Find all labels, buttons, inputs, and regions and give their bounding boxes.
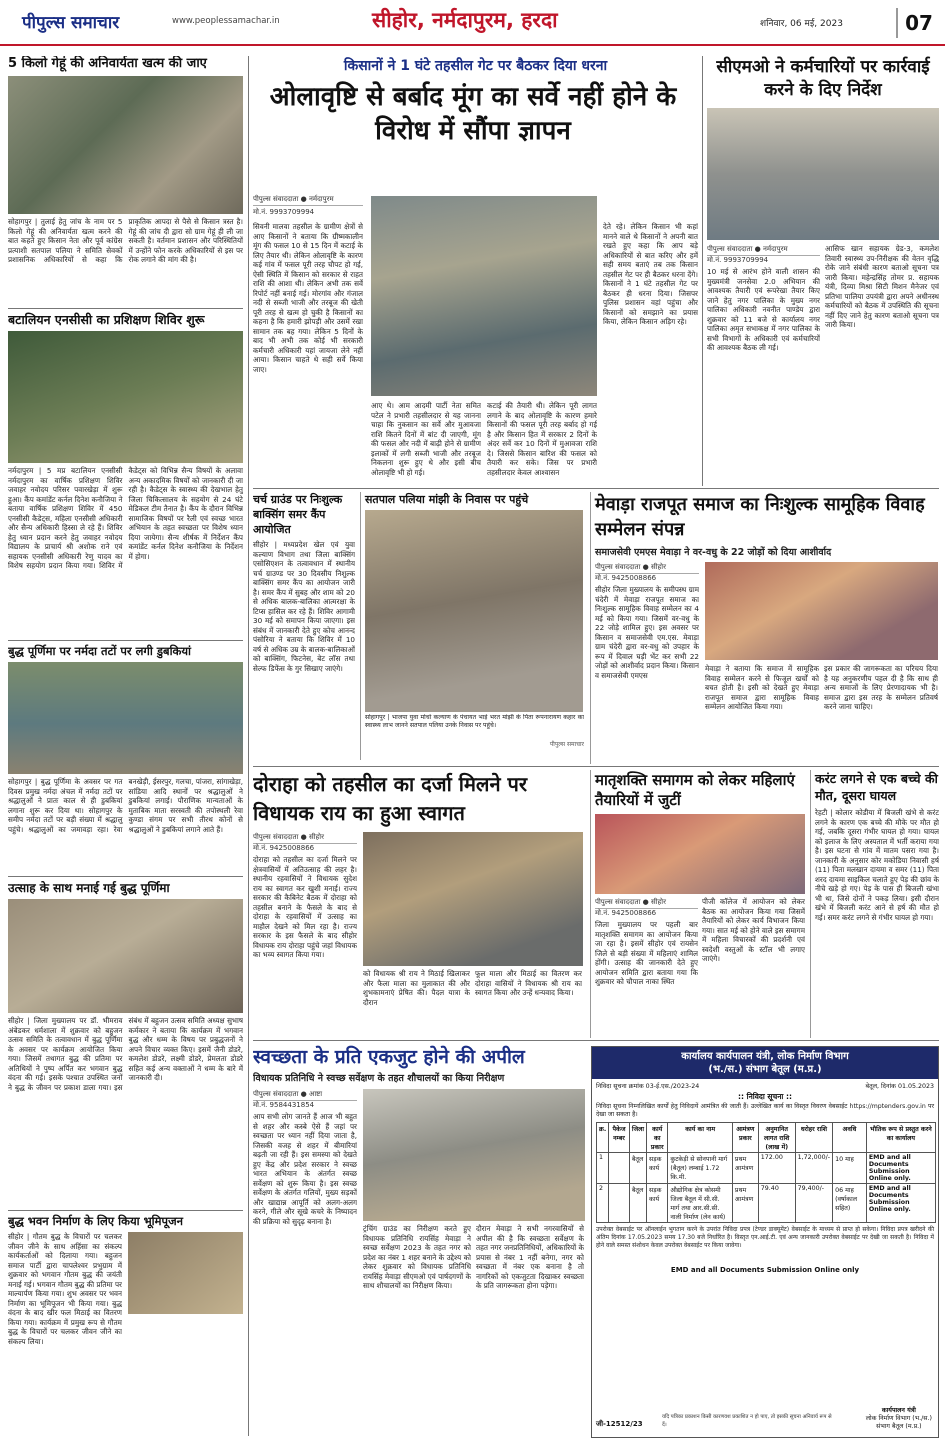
story-body: नर्मदापुरम | 5 मप्र बटालियन एनसीसी नर्मदापुरम का वार्षिक प्रशिक्षण शिविर जवाहर नवोदय परिसर पवारखेड़ा में शुरू हुआ। कैंप कमांडेंट कर्नल दिनेश कनौजिया ने बताया वार्षिक प्रशिक्षण शिविर में 450 एनसीसी कैडेट्स, महिला एनसीसी अधिकारी और सैन्य अधिकारी हिस्सा ले रहे हैं। शिविर हेतु ध्यान प्रदान करने हेतु जवाहर नवोदय विद्यालय के प्राचार्य श्री अशोक राने एवं सहायक एनसीसी अधिकारी रेणु यादव का विशेष सहयोग प्रदान किया गया। शिविर में कैडेट्स को विभिन्न सैन्य विषयों के अलावा अन्य अकादमिक विषयों को जानकारी दी जा रही है। कैडेट्स के स्वास्थ्य की देखभाल हेतु जिला चिकित्सालय के सहयोग से 24 घंटे मेडिकल टीम तैनात है। कैंप के दौरान विभिन्न सामाजिक विषयों पर रैली एवं स्वच्छ भारत अभियान के तहत स्वच्छता पर विशेष ध्यान दिया जायेगा। सैन्य शीर्षक में निर्देशन कैंप कमांडेंट कर्नल दिनेश कनौजिया के निर्देशन में होगा। [8, 466, 243, 570]
ad-note: यदि पत्रिका प्रकाशन किसी कारणवश प्रकाशित न हो पाए, तो इसकी सूचना अनिवार्य रूप से दें। [662, 1414, 832, 1428]
byline: पीपुल्स संवाददाता ● नर्मदापुरम [707, 244, 820, 256]
story-headline: करंट लगने से एक बच्चे की मौत, दूसरा घायल [815, 771, 938, 803]
photo-credit: पीपुल्स समाचार [549, 741, 584, 748]
story-headline: चर्च ग्राउंड पर निःशुल्क बाक्सिंग समर कैंप आयोजित [253, 493, 343, 536]
website-url[interactable]: www.peoplessamachar.in [172, 16, 280, 26]
column-header: अनुमानित लागत राशि (लाख में) [758, 1123, 795, 1153]
tender-table [596, 1122, 936, 1223]
column-header: अवधि [833, 1123, 867, 1153]
byline-text: पीपुल्स संवाददाता ● नर्मदापुरम [253, 195, 334, 203]
reporter-mobile: मो.नं. 9584431854 [253, 1101, 315, 1109]
table-cell: 2 [597, 1184, 609, 1223]
reporter-mobile: मो.नं. 9425008866 [595, 574, 657, 582]
news-photo [8, 899, 243, 1013]
story-headline: बटालियन एनसीसी का प्रशिक्षण शिविर शुरू [8, 312, 205, 327]
news-photo [365, 510, 583, 712]
table-row [597, 1184, 936, 1223]
table-cell [609, 1184, 630, 1223]
wedding-photo [705, 562, 938, 660]
tender-emd-note: EMD and all Documents Submission Online only [670, 1266, 860, 1274]
story-olavrishti [253, 56, 698, 486]
story-body: सोहागपुर | तुलाई हेतु जांच के नाम पर 5 किलो गेहूं की अनिवार्यता खत्म करने की बात कहते हुए किसान नेता और पूर्व कांग्रेस प्रत्याशी सतपाल पलिया ने समिति सेवकों प्रशासनिक अधिकारियों से कहा कि प्राकृतिक आपदा से पैसे से किसान त्रस्त है। गेहूं की जांच दी द्वारा सो ग्राम गेहूं ही ली जा सकती है। वर्तमान प्रशासन और परिस्थितियों में उन्होंने फोन करके अधिकारियों से इस पर रोक लगाने की मांग की है। [8, 217, 243, 264]
news-photo [8, 331, 243, 463]
column-header: क्र. [597, 1123, 609, 1153]
table-cell [609, 1153, 630, 1184]
story-body: जिला मुख्यालय पर पहली बार मातृशक्ति समागम का आयोजन किया जा रहा है। इसमें सीहोर एवं रायसेन जिले से बड़ी संख्या में महिलाएं शामिल होंगी। उत्साह की जानकारी देते हुए आयोजन समिति द्वारा बताया गया कि शुक्रवार को चौपाल नाका स्थित [595, 920, 698, 986]
story-body-col3: इस प्रकार की जागरूकता का परिचय दिया है यह अनुकरणीय पहल दी है कि साथ ही अन्य समाजों के लिए प्रेरणादायक भी है। समाज द्वारा इस तरह के सम्मेलन प्रतिवर्ष करने जाना चाहिए। [824, 664, 938, 711]
signatory-title: कार्यपालन यंत्री [881, 1407, 916, 1414]
table-cell: सड़क कार्य [647, 1184, 668, 1223]
ad-title: कार्यालय कार्यपालन यंत्री, लोक निर्माण विभाग [681, 1051, 849, 1062]
issue-date: शनिवार, 06 मई, 2023 [760, 19, 843, 29]
newspaper-logo: पीपुल्स समाचार [22, 13, 120, 33]
story-body-col4: देते रहे। लेकिन किसान भी कहां मानने वाले थे किसानों ने अपनी बात रखते हुए कहा कि आप बड़े अधिकारियों से बात करिए और हमें सही समय बताएं तब तक किसान तहसील गेट पर ही बैठकर धरना देंगे। किसानों ने 1 घंटे तहसील गेट पर बैठकर ही धरना दिया। जिसपर पुलिस प्रशासन वहां पहुंचा और किसानों को समझाने का प्रयास किया, लेकिन किसान अड़िग रहे। [603, 222, 698, 326]
table-cell: 79,400/- [795, 1184, 832, 1223]
column-header: कार्य का नाम [668, 1123, 733, 1153]
byline: पीपुल्स संवाददाता ● सीहोर [595, 562, 699, 574]
story-body-col3: कटाई की तैयारी थी। लेकिन पूरी लागत लगाने के बाद ओलावृष्टि के कारण हमारे किसानों की फसल पूरी तरह बर्बाद हो गई है और किसान हित में सरकार 2 दिनों के अंदर सर्वे कर 10 दिनों में मुआवजा राशि दे। जिससे किसान बारिश की फसल को तैयारी कर सके। जिस पर प्रभारी तहसीलदार केवल आश्वासन [487, 401, 597, 477]
column-header: भौतिक रूप से प्रस्तुत करने का कार्यालय [866, 1123, 935, 1153]
ad-subtitle: (भ./स.) संभाग बेतूल (म.प्र.) [708, 1064, 822, 1075]
story-headline: ओलावृष्टि से बर्बाद मूंग का सर्वे नहीं होने के विरोध में सौंपा ज्ञापन [269, 82, 677, 146]
table-cell: 1,72,000/- [795, 1153, 832, 1184]
inspection-photo [363, 1089, 585, 1221]
column-header: पैकेज नम्बर [609, 1123, 630, 1153]
story-current [810, 770, 939, 1038]
byline: पीपुल्स संवाददाता ● सीहोर [595, 897, 698, 909]
story-boxing [253, 492, 355, 760]
byline [253, 194, 363, 206]
welcome-photo [363, 832, 583, 966]
story-headline: मातृशक्ति समागम को लेकर महिलाएं तैयारियों में जुटीं [595, 771, 795, 809]
story-headline: दोराहा को तहसील का दर्जा मिलने पर विधायक राय का हुआ स्वागत [253, 772, 528, 825]
story-body: सीहोर | मध्यप्रदेश खेल एवं युवा कल्याण विभाग तथा जिला बाक्सिंग एसोसिएशन के तत्वावधान में स्थानीय चर्च ग्राउण्ड पर 30 दिवसीय निशुल्क बाक्सिंग समर कैंप का आयोजन जारी है। समर कैंप में सुबह और शाम को 20 से अधिक बालक-बालिका आत्मरक्षा के टिप्स हासिल कर रहे हैं। शिविर आगामी 30 मई को समापन किया जाएगा। इस संबंध में जानकारी देते हुए कोच आनन्द पंसोरिया ने बताया कि शिविर में 10 वर्ष से अधिक उम्र के बालक-बालिकाओं को बाक्सिंग, फिटनेस, बेट लॉस तथा सेल्फ डिफेंस के गुर सिखाए जाएंगे। [253, 540, 355, 673]
table-cell: बैतूल [629, 1184, 646, 1223]
story-body: सीहोर | गौतम बुद्ध के विचारों पर चलकर जीवन जीने के साथ अहिंसा का संकल्प कार्यकर्ताओं को दिलाया गया। बहुजन समाज पार्टी द्वारा चापलेश्वर प्रभुग्राम में शुक्रवार को भगवान गौतम बुद्ध की जयंती मनाई गई। भगवान गौतम बुद्ध की प्रतिमा पर माल्यार्पण किया गया। शुभ अवसर पर भवन निर्माण का भूमिपूजन भी किया गया। बुद्ध वंदना के बाद खीर फल मिठाई का वितरण किया गया। कार्यक्रम में प्रमुख रूप से गौतम बुद्ध के विचारों पर चलकर जीवन जीने का संकल्प लिया। [8, 1232, 122, 1346]
column-header: कार्य का प्रकार [647, 1123, 668, 1153]
column-header: धरोहर राशि [795, 1123, 832, 1153]
table-header-row [597, 1123, 936, 1153]
table-cell: औद्योगिक क्षेत्र कोसमी जिला बैतूल में सी.सी. मार्ग तथा आर.सी.सी. नाली निर्माण (लेन कार्य) [668, 1184, 733, 1223]
table-cell: 06 माह (वर्षाकाल सहित) [833, 1184, 867, 1223]
story-mewada [590, 492, 939, 764]
table-cell: बैतूल [629, 1153, 646, 1184]
story-body: दोराहा को तहसील का दर्जा मिलने पर क्षेत्रवासियों में अतिउत्साह की लहर है। स्थानीय रहवासियों ने विधायक सुदेश राय का स्वागत कर खुशी मनाई। राज्य सरकार की कैबिनेट बैठक में दोराहा को तहसील बनाने के फैसले के बाद से दोराहा के रहवासियों में उत्साह का माहौल देखने को मिल रहा है। राज्य सरकार के इस फैसले के बाद सीहोर विधायक राय दोराहा पहुंचे जहां विधायक का भव्य स्वागत किया गया। [253, 855, 357, 959]
story-body: सोहागपुर | बुद्ध पूर्णिमा के अवसर पर गत दिवस प्रमुख नर्मदा अंचल में नर्मदा तटों पर श्रद्धालुओं ने प्रातः काल से ही डुबकियां लगाना शुरू कर दिया था। सोहागपुर के समीप नर्मदा तटों पर बड़ी संख्या में श्रद्धालु पहुंचे। श्रद्धालुओं का जमावड़ा रहा। रेवा बनखेड़ी, ईसरपुर, गलचा, पांजरा, सांगाखेड़ा, सांडिया आदि स्थानों पर श्रद्धालुओं ने डुबकियां लगाई। पौराणिक मान्यताओं के मुताबिक माता सरस्वती की तपोस्थली रेवा कुण्डा संगम पर सभी तीरथ कोनों से श्रद्धालुओं ने डुबकियां लगाने आते हैं। [8, 777, 243, 834]
story-body-col2: आसिफ खान सहायक ग्रेड-3, कमलेश तिवारी स्वास्थ्य उप-निरीक्षक की वेतन वृद्धि रोके जाने संबंधी कारण बताओ सूचना पत्र जारी किया। महेन्द्रसिंह तोमर प्र. सहायक यंत्री, दिव्या मिश्रा सिटी मिशन मैनेजर एवं प्रतिभा पालिया उपयंत्री द्वारा अपने अधीनस्थ कर्मचारियों को बैठक में उपस्थिति की सूचना नहीं दिए जाने हेतु कारण बताओ सूचना पत्र जारी किया। [825, 244, 939, 329]
story-headline: बुद्ध पूर्णिमा पर नर्मदा तटों पर लगी डुबकियां [8, 644, 192, 658]
story-body: रेहटी | कोलार कोडीया में बिजली खंभे से करंट लगने के कारण एक बच्चे की मौके पर मौत हो गई, जबकि दूसरा गंभीर घायल हो गया। घायल को इलाज के लिए अस्पताल में भर्ती कराया गया है। इस घटना से गांव में मातम पसरा गया है। जानकारी के अनुसार कोर मकोडिया निवासी हर्ष (11) पिता मलखान दायमा व समर (11) पिता शरद दायमा साइकिल चलाते हुए पेड़ की छांव के नीचे खड़े हो गए। पेड़ के पास ही बिजली खंभा भी था, जिसे दोनों ने पकड़ लिया। इसी दौरान खंभे में बिजली करंट आने से हर्ष की मौत हो गई। समर करंट लगने से गंभीर घायल हो गया। [815, 808, 939, 922]
masthead [0, 0, 945, 46]
story-doraha [253, 770, 583, 1038]
story-headline: उत्साह के साथ मनाई गई बुद्ध पूर्णिमा [8, 881, 170, 895]
table-cell: 10 माह [833, 1153, 867, 1184]
table-cell: कुटकेड़ी से सोनपानी मार्ग (बैतूल) लम्बाई 1.72 कि.मी. [668, 1153, 733, 1184]
story-headline: सतपाल पलिया मांझी के निवास पर पहुंचे [365, 493, 529, 506]
story-matrushakti [590, 770, 806, 1038]
reporter-mobile: मो.नं. 9425008866 [253, 844, 315, 852]
story-body: आप सभी लोग जानते हैं आज भी बहुत से शहर और कस्बे ऐसे हैं जहां पर स्वच्छता पर ध्यान नहीं दिया जाता है, जिसकी वजह से शहर में बीमारियां बढ़ती जा रही हैं। इस समस्या को देखते हुए केंद्र और प्रदेश सरकार ने स्वच्छ भारत अभियान के अंतर्गत स्वच्छ सर्वेक्षण को शुरू किया है। इस स्वच्छ सर्वेक्षण के अंतर्गत गलियों, मुख्य सड़कों और खाद्यान्न आपूर्ति को अलग-अलग करने, गीले और सूखे कचरे के निष्पादन की प्रक्रिया को सुदृढ़ बनाना है। [253, 1112, 357, 1226]
news-photo [128, 1232, 243, 1314]
story-headline: बुद्ध भवन निर्माण के लिए किया भूमिपूजन [8, 1214, 183, 1228]
tender-advertisement [591, 1046, 939, 1438]
column-header: जिला [629, 1123, 646, 1153]
story-deck: विधायक प्रतिनिधि ने स्वच्छ सर्वेक्षण के तहत शौचालयों का किया निरीक्षण [253, 1073, 505, 1084]
ad-header [592, 1047, 938, 1079]
table-cell: EMD and all Documents Submission Online only. [866, 1184, 935, 1223]
story-body-col2: मेवाड़ा ने बताया कि समाज में सामूहिक विवाह सम्मेलन करने से फिजूल खर्चों को बचत होती है। इसी को देखते हुए मेवाड़ा राजपूत समाज द्वारा सामूहिक विवाह सम्मेलन आयोजित किया गया। [705, 664, 819, 711]
table-cell: प्रथम आमंत्रण [732, 1184, 758, 1223]
signatory-division: संभाग बैतूल (म.प्र.) [876, 1423, 922, 1430]
story-body-col2: पीजी कॉलेज में आयोजन को लेकर बैठक का आयोजन किया गया जिसमें तैयारियों को लेकर कार्य विभाजन किया गया। सात मई को होने वाले इस समागम में महिला विचारकों की प्रदर्शनी एवं स्वदेशी वस्तुओं के स्टॉल भी लगाए जाएंगे। [702, 897, 805, 963]
story-body: 10 मई से आरंभ होने वाली शासन की मुख्यमंत्री जनसेवा 2.0 अभियान की आवश्यक तैयारी एवं रूपरेखा तैयार किए जाने हेतु नगर पालिका के मुख्य नगर पालिका अधिकारी नवनीत पाण्डेय द्वारा शुक्रवार को 11 बजे से कार्यालय नगर पालिका अमृत सभाकक्ष में नगर पालिका के सभी विभागों के अधिकारी एवं कर्मचारियों की आवश्यक बैठक ली गई। [707, 267, 820, 352]
table-cell: 79.40 [758, 1184, 795, 1223]
story-body-col3: फूल माला और मिठाई का वितरण कर दोराहा वासियों ने विधायक श्री राय का स्वागत किया और उन्हें धन्यवाद किया। [475, 969, 582, 997]
section-divider [253, 766, 939, 767]
story-headline: 5 किलो गेहूं की अनिवार्यता खत्म की जाए [8, 56, 207, 71]
tender-heading: :: निविदा सूचना :: [738, 1092, 792, 1101]
column-divider [248, 56, 249, 1436]
news-photo [8, 76, 243, 214]
meeting-photo [707, 108, 939, 240]
reporter-mobile: मो.नं. 9993709994 [253, 208, 315, 216]
photo-caption: सोहागपुर | भाजपा युवा मोर्चा कल्याण के पंचायत भाई भरत मांझी के पिता रूपनारायण कहार का स्वास्थ्य लाभ जानने सतपाल पलिया उनके निवास पर पहुंचे। [365, 714, 584, 729]
tender-date: बेतूल, दिनांक 01.05.2023 [865, 1083, 934, 1090]
story-bhoomipujan [8, 1210, 243, 1440]
story-body-col3: दौरान मेवाड़ा ने सभी नगरवासियों से अपील की है कि स्वच्छता सर्वेक्षण के तहत नगर जनप्रतिनिधियों, अधिकारियों के प्रयास से नंबर 1 नहीं बनेगा, नगर को स्वच्छता में नंबर एक बनाना है तो नागरिकों को एकजुटता दिखाकर स्वच्छता के प्रति जागरूकता होना पड़ेगा। [476, 1224, 584, 1290]
story-buddha-narmada [8, 640, 243, 872]
section-divider [253, 488, 939, 489]
signatory-dept: लोक निर्माण विभाग (भ./स.) [865, 1415, 932, 1422]
story-body-col2: आए थे। आम आदमी पार्टी नेता समित पटेल ने प्रभारी तहसीलदार से यह जानना चाहा कि नुकसान का सर्वे और मुआवजा राशि कितने दिनों में बांट दी जाएगी, मूंग की फसल और नदी में बाढ़ी होने से ग्रामीण इलाकों में लगी सब्जी भाजी और तरबूज निकलना शुरू हुए थे और इसी बीच ओलावृष्टि भी हो गई। [371, 401, 481, 477]
news-photo [595, 814, 805, 894]
story-wheat [8, 56, 243, 304]
section-divider [253, 1040, 939, 1041]
story-headline: मेवाड़ा राजपूत समाज का निःशुल्क सामूहिक विवाह सम्मेलन संपन्न [595, 494, 925, 540]
tender-reference: निविदा सूचना क्रमांक 03-ई.एस./2023-24 [596, 1083, 700, 1090]
ad-code: जी-12512/23 [596, 1420, 643, 1428]
column-divider [702, 56, 703, 486]
table-cell: 172.00 [758, 1153, 795, 1184]
story-body: सीहोर जिला मुख्यालय के समीपस्थ ग्राम चंदेरी में मेवाड़ा राजपूत समाज का निःशुल्क सामूहिक विवाह सम्मेलन का 4 मई को किया गया। जिसमें वर-वधु के 22 जोड़े शामिल हुए। इस अवसर पर किसान व समाजसेवी एम.एस. मेवाड़ा ग्राम चंदेरी द्वारा वर-वधु को उपहार के रूप में दिवाल घड़ी भेंट कर सभी 22 जोड़ों को आशीर्वाद प्रदान किया। किसान व समाजसेवी एमएस [595, 585, 699, 680]
region-banner: सीहोर, नर्मदापुरम, हरदा [372, 8, 558, 32]
story-body: सिवनी मालवा तहसील के ग्रामीण क्षेत्रों से आए किसानों ने बताया कि ग्रीष्मकालीन मूंग की फसल 10 से 15 दिन में कटाई के लिए तैयार थी। लेकिन ओलावृष्टि के कारण कई गांव में फसल पूरी तरह चौपट हो गई, ऐसी स्थिति में किसान को सरकार से राहत राशि की आशा थी। लेकिन अभी तक सर्वे रिपोर्ट नहीं बनाई गई। मोरगांव और गंजाल नदी से सब्जी भाजी और तरबूज की खेती पूरी तरह से खत्म हो चुकी है किसानों का कहना है कि हमारी झोपड़ी और उसमें रखा सामान तक बह गया। लेकिन 5 दिनों के बाद भी अभी तक कोई भी सरकारी कर्मचारी अधिकारी यहां जायजा लेने नहीं आया। किसान चाहते थे सही सर्वे किया जाए। [253, 222, 363, 374]
byline: पीपुल्स संवाददाता ● सीहोर [253, 832, 357, 844]
page-number: 07 [896, 8, 940, 38]
table-cell: EMD and all Documents Submission Online only. [866, 1153, 935, 1184]
story-satpal [360, 492, 584, 760]
story-headline: सीएमओ ने कर्मचारियों पर कार्रवाई करने के दिए निर्देश [716, 57, 930, 100]
story-swachhta [253, 1044, 585, 1436]
story-headline: स्वच्छता के प्रति एकजुट होने की अपील [253, 1046, 525, 1068]
story-body-col2: ट्रंचिंग ग्राउंड का निरीक्षण करते हुए विधायक प्रतिनिधि रायसिंह मेवाड़ा ने स्वच्छ सर्वेक्षण 2023 के तहत नगर को प्रदेश का नंबर 1 शहर बनाने के उद्देश्य को लेकर शुक्रवार को विधायक प्रतिनिधि रायसिंह मेवाड़ा सीएमओ एवं पार्षदगणों के साथ शौचालयों का निरीक्षण किया। [363, 1224, 471, 1290]
column-header: आमंत्रण प्रकार [732, 1123, 758, 1153]
story-buddha-utsav [8, 876, 243, 1206]
story-kicker: किसानों ने 1 घंटे तहसील गेट पर बैठकर दिया धरना [343, 58, 608, 74]
story-ncc [8, 308, 243, 636]
table-row [597, 1153, 936, 1184]
table-cell: सड़क कार्य [647, 1153, 668, 1184]
table-cell: प्रथम आमंत्रण [732, 1153, 758, 1184]
protest-photo [371, 196, 597, 396]
story-deck: समाजसेवी एमएस मेवाड़ा ने वर-वधु के 22 जोड़ों को दिया आशीर्वाद [595, 547, 832, 558]
table-cell: 1 [597, 1153, 609, 1184]
story-body-col2: को विधायक श्री राय ने मिठाई खिलाकर और फैला माला का मुलाकात की और शुभकामनाएं प्रेषित की। पैदल यात्रा के दौरान [363, 969, 470, 1007]
tender-intro: निविदा सूचना निम्नलिखित कार्यों हेतु निविदायें आमंत्रित की जाती हैं। उल्लेखित कार्य का विस्तृत विवरण वेबसाईट https://mptenders.gov.in पर देखा जा सकता है। [596, 1103, 934, 1118]
reporter-mobile: मो.नं. 9993709994 [707, 256, 769, 264]
tender-footer: उपरोक्त वेबसाईट पर ऑनलाईन भुगतान करने के उपरांत निविदा प्रपत्र (टेण्डर डाक्यूमेंट) वेबसाईट के माध्यम से प्राप्त हो सकेगा। निविदा प्रपत्र खरीदने की अंतिम दिनांक 17.05.2023 समय 17.30 बजे निर्धारित है। विस्तृत एन.आई.टी. एवं अन्य जानकारी उपरोक्त वेबसाईट पर देखी जा सकती है। निविदा में होने वाले समस्त संशोधन केवल उपरोक्त वेबसाईट पर किया जावेगा। [596, 1226, 934, 1249]
reporter-mobile: मो.नं. 9425008866 [595, 909, 657, 917]
story-smo [707, 56, 939, 486]
story-body: सीहोर | जिला मुख्यालय पर डॉ. भीमराव अंबेडकर धर्मशाला में शुक्रवार को बहुजन उत्सव समिति के तत्वावधान में बुद्ध पूर्णिमा के अवसर पर कार्यक्रम आयोजित किया गया। जिसमें तथागत बुद्ध की प्रतिमा पर अतिथियों ने पुष्प अर्पित कर भगवान बुद्ध वंदना की गई। इसके पश्चात उपस्थित जनों ने बुद्ध के जीवन पर प्रकाश डाला गया। इस संबंध में बहुजन उत्सव समिति अध्यक्ष सुभाष कर्मकार ने बताया कि कार्यक्रम में भगवान बुद्ध और धम्म के विषय पर प्रबुद्धजनों ने अपने विचार व्यक्त किए। इसमें जैनी डोडरे, कमलेश डोडरे, लक्ष्मी डोडरे, प्रेमलता डोडरे सहित कई अन्य वक्ताओं ने धम्म के बारे में जानकारी दी। [8, 1016, 243, 1092]
byline: पीपुल्स संवाददाता ● आष्टा [253, 1089, 357, 1101]
news-photo [8, 662, 243, 774]
